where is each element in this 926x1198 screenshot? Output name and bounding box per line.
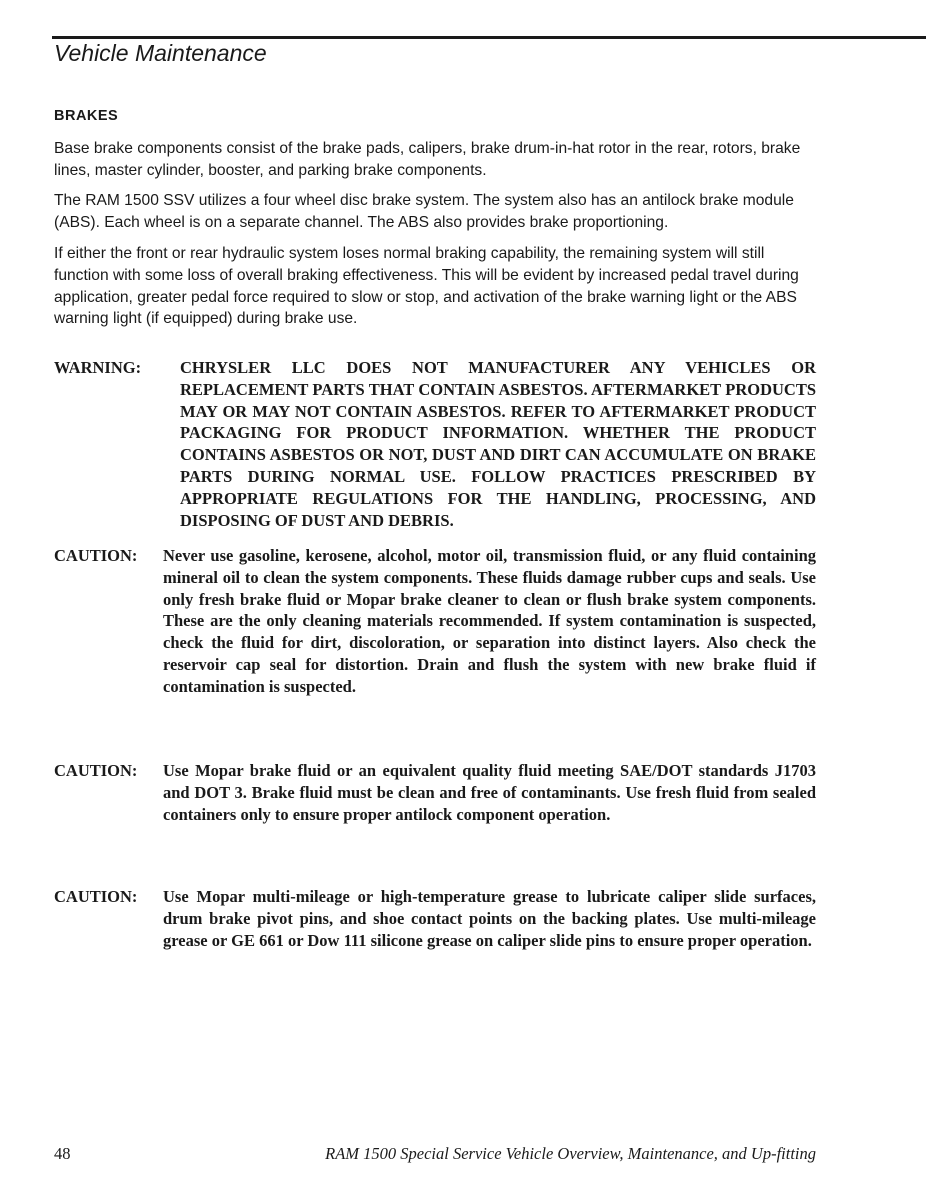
caution-text: Use Mopar multi-mileage or high-temperature grease to lubricate caliper slide surfaces, drum brake pivot pins, and shoe contact points on the backing plates. Use multi-mileage grease or GE 661 or Dow 111 silicone grease on caliper slide pins to ensure proper operation. [163, 887, 816, 950]
paragraph-brake-components: Base brake components consist of the brake pads, calipers, brake drum-in-hat rotor in the rear, rotors, brake lines, master cylinder, booster, and parking brake components. [54, 140, 801, 179]
section-heading: BRAKES [54, 108, 119, 124]
caution-text: Use Mopar brake fluid or an equivalent quality fluid meeting SAE/DOT standards J1703 and DOT 3. Brake fluid must be clean and free of contaminants. Use fresh fluid from sealed containers only to ensure proper antilock component operation. [163, 761, 816, 824]
caution-label: CAUTION: [54, 546, 138, 565]
footer-document-title: RAM 1500 Special Service Vehicle Overview, Maintenance, and Up-fitting [325, 1144, 816, 1163]
caution-text: Never use gasoline, kerosene, alcohol, motor oil, transmission fluid, or any fluid containing mineral oil to clean the system components. These fluids damage rubber cups and seals. Use only fresh brake fluid or Mopar brake cleaner to clean or flush brake system components. These are the only cleaning materials recommended. If system contamination is suspected, check the fluid for dirt, discoloration, or separation into distinct layers. Also check the reservoir cap seal for distortion. Drain and flush the system with new brake fluid if contamination is suspected. [163, 546, 816, 696]
caution-label: CAUTION: [54, 761, 138, 780]
page-number: 48 [54, 1144, 71, 1163]
warning-label: WARNING: [54, 358, 142, 377]
caution-label: CAUTION: [54, 887, 138, 906]
paragraph-hydraulic-failure: If either the front or rear hydraulic system loses normal braking capability, the remaining system will still function with some loss of overall braking effectiveness. This will be evident by increased pedal travel during application, greater pedal force required to slow or stop, and activation of the brake warning light or the ABS warning light (if equipped) during brake use. [54, 245, 799, 328]
paragraph-abs-system: The RAM 1500 SSV utilizes a four wheel disc brake system. The system also has an antilock brake module (ABS). Each wheel is on a separate channel. The ABS also provides brake proportioning. [54, 192, 794, 231]
warning-text: CHRYSLER LLC DOES NOT MANUFACTURER ANY VEHICLES OR REPLACEMENT PARTS THAT CONTAIN ASBESTOS. AFTERMARKET PRODUCTS MAY OR MAY NOT CONTAIN ASBESTOS. REFER TO AFTERMARKET PRODUCT PACKAGING FOR PRODUCT INFORMATION. WHETHER THE PRODUCT CONTAINS ASBESTOS OR NOT, DUST AND DIRT CAN ACCUMULATE ON BRAKE PARTS DURING NORMAL USE. FOLLOW PRACTICES PRESCRIBED BY APPROPRIATE REGULATIONS FOR THE HANDLING, PROCESSING, AND DISPOSING OF DUST AND DEBRIS. [180, 358, 816, 530]
page-header-title: Vehicle Maintenance [54, 40, 267, 66]
header-rule [52, 36, 926, 39]
